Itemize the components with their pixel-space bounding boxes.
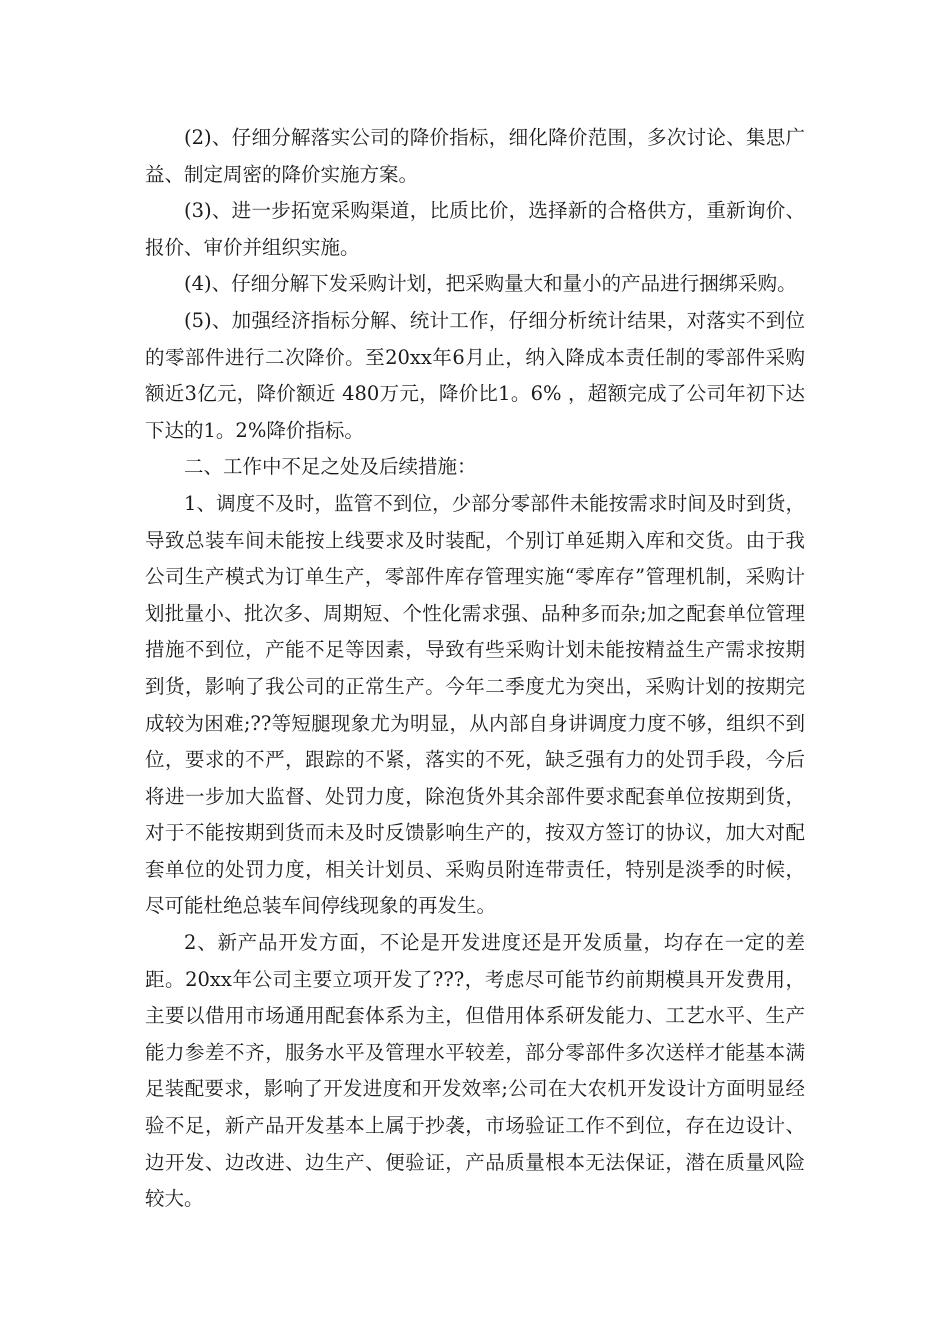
document-body xyxy=(145,120,805,1218)
paragraph-bundled-purchasing: (4)、仔细分解下发采购计划，把采购量大和量小的产品进行捆绑采购。 xyxy=(184,272,797,296)
section-heading-shortcomings: 二、工作中不足之处及后续措施： xyxy=(184,455,477,479)
paragraph-new-product-development: 2、新产品开发方面，不论是开发进度还是开发质量，均存在一定的差距。20xx年公司主要立项开发了???，考虑尽可能节约前期模具开发费用，主要以借用市场通用配套体系为主，但借用体系研发能力、工艺水平、生产能力参差不齐，服务水平及管理水平较差，部分零部件多次送样才能基本满足装配要求，影响了开发进度和开发效率;公司在大农机开发设计方面明显经验不足，新产品开发基本上属于抄袭，市场验证工作不到位，存在边设计、边开发、边改进、边生产、便验证，产品质量根本无法保证，潜在质量风险较大。 xyxy=(145,931,805,1211)
paragraph-procurement-channels: (3)、进一步拓宽采购渠道，比质比价，选择新的合格供方，重新询价、报价、审价并组织实施。 xyxy=(145,199,805,259)
paragraph-scheduling-issues: 1、调度不及时，监管不到位，少部分零部件未能按需求时间及时到货，导致总装车间未能按上线要求及时装配，个别订单延期入库和交货。由于我公司生产模式为订单生产，零部件库存管理实施“零库存”管理机制，采购计划批量小、批次多、周期短、个性化需求强、品种多而杂;加之配套单位管理措施不到位，产能不足等因素，导致有些采购计划未能按精益生产需求按期到货，影响了我公司的正常生产。今年二季度尤为突出，采购计划的按期完成较为困难;??等短腿现象尤为明显，从内部自身讲调度力度不够，组织不到位，要求的不严，跟踪的不紧，落实的不死，缺乏强有力的处罚手段，今后将进一步加大监督、处罚力度，除泡货外其余部件要求配套单位按期到货，对于不能按期到货而未及时反馈影响生产的，按双方签订的协议，加大对配套单位的处罚力度，相关计划员、采购员附连带责任，特别是淡季的时候，尽可能杜绝总装车间停线现象的再发生。 xyxy=(145,491,805,918)
paragraph-economic-indicators: (5)、加强经济指标分解、统计工作，仔细分析统计结果，对落实不到位的零部件进行二次降价。至20xx年6月止，纳入降成本责任制的零部件采购额近3亿元，降价额近 480万元，降价比1。6% ，超额完成了公司年初下达下达的1。2%降价指标。 xyxy=(145,308,805,442)
paragraph-price-reduction-plan: (2)、仔细分解落实公司的降价指标，细化降价范围，多次讨论、集思广益、制定周密的降价实施方案。 xyxy=(145,126,805,186)
